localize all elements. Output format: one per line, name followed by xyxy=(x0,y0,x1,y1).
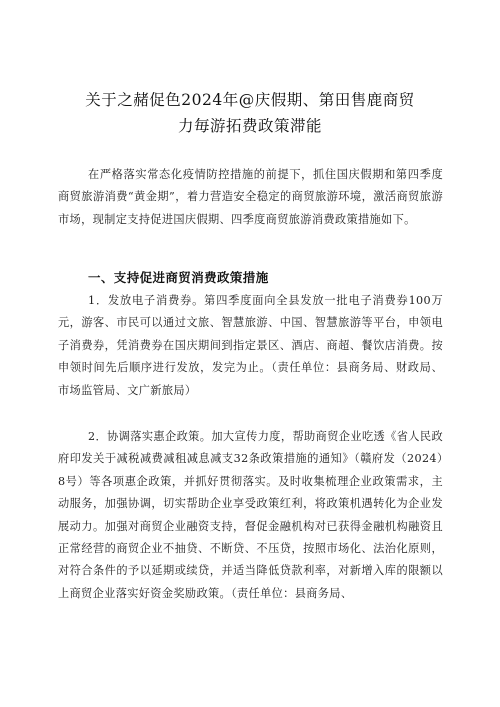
measure-item-2: 2．协调落实惠企政策。加大宣传力度，帮助商贸企业吃透《省人民政府印发关于减税减费减租减息减支32条政策措施的通知》（赣府发（2024）8号）等各项惠企政策，并抓好贯彻落实。及时收集梳理企业政策需求，主动服务，加强协调，切实帮助企业享受政策红利，将政策机遇转化为企业发展动力。加强对商贸企业融资支持，督促金融机构对已获得金融机构融资且正常经营的商贸企业不抽贷、不断贷、不压贷，按照市场化、法治化原则，对符合条件的予以延期或续贷，并适当降低贷款利率，对新增入库的限额以上商贸企业落实好资金奖励政策。（责任单位：县商务局、 xyxy=(58,430,443,600)
document-title-line-2: 力毎游拓费政策滞能 xyxy=(177,117,322,135)
measure-item-1: 1．发放电子消费券。第四季度面向全县发放一批电子消费券100万元，游客、市民可以通过文旅、智慧旅游、中国、智慧旅游等平台，申领电子消费券，凭消费券在国庆期间到指定景区、酒店、商超、餐饮店消费。按申领时间先后顺序进行发放，发完为止。（责任单位：县商务局、财政局、市场监管局、文广新旅局） xyxy=(58,294,443,397)
section-heading: 一、支持促进商贸消费政策措施 xyxy=(88,270,269,285)
document-title-line-1: 关于之赭促色2024年@庆假期、第田售鹿商贸 xyxy=(85,91,415,109)
intro-paragraph: 在严格落实常态化疫情防控措施的前提下，抓住国庆假期和第四季度商贸旅游消费“黄金期”，着力营造安全稳定的商贸旅游环境，激活商贸旅游市场，现制定支持促进国庆假期、四季度商贸旅游消费政策措施如下。 xyxy=(58,168,443,226)
